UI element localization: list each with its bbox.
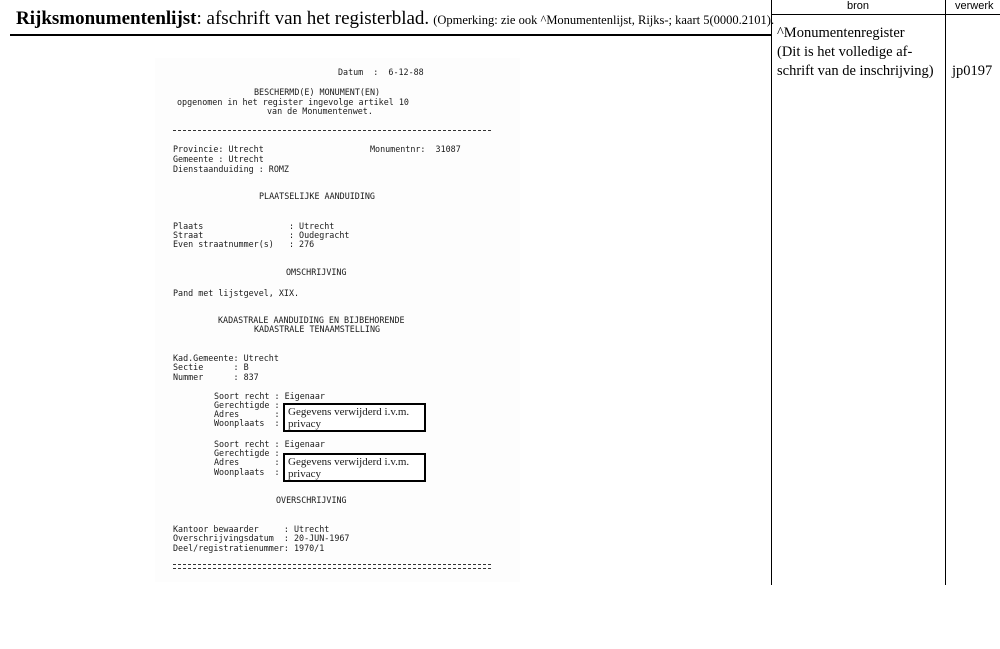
verwerk-cell: jp0197 <box>952 63 993 79</box>
bron-cell <box>777 24 945 81</box>
column-header-bron: bron <box>846 0 870 12</box>
title-note: (Opmerking: zie ook ^Monumentenlijst, Rijks-; kaart 5(0000.2101). <box>433 13 775 27</box>
straat-line: Straat : Oudegracht <box>173 230 350 240</box>
woonplaats-line: Woonplaats : <box>214 467 280 477</box>
header-divider <box>10 34 772 36</box>
kantoor-line: Kantoor bewaarder : Utrecht <box>173 524 330 534</box>
huisnummer-line: Even straatnummer(s) : 276 <box>173 239 315 249</box>
privacy-redaction-box <box>283 403 426 432</box>
scanned-register-sheet <box>155 58 520 582</box>
adres-line: Adres : <box>214 457 280 467</box>
datum-line: Datum : 6-12-88 <box>338 67 424 77</box>
soort-recht-line: Soort recht : Eigenaar <box>214 391 325 401</box>
title-rest: : afschrift van het registerblad. <box>196 8 430 29</box>
section-heading: OVERSCHRIJVING <box>276 495 347 505</box>
scan-heading: opgenomen in het register ingevolge artikel 10 <box>177 97 409 107</box>
page-title <box>16 8 775 31</box>
privacy-text: Gegevens verwijderd i.v.m. <box>288 456 410 468</box>
privacy-redaction-box <box>283 453 426 482</box>
privacy-text: privacy <box>288 418 321 430</box>
scan-heading: BESCHERMD(E) MONUMENT(EN) <box>254 87 381 97</box>
privacy-text: privacy <box>288 468 321 480</box>
bron-line: (Dit is het volledige af- <box>777 44 913 60</box>
scan-heading: van de Monumentenwet. <box>267 106 373 116</box>
section-heading: KADASTRALE TENAAMSTELLING <box>254 324 381 334</box>
kad-gemeente-line: Kad.Gemeente: Utrecht <box>173 353 279 363</box>
soort-recht-line: Soort recht : Eigenaar <box>214 439 325 449</box>
section-heading: KADASTRALE AANDUIDING EN BIJBEHORENDE <box>218 315 405 325</box>
gemeente-line: Gemeente : Utrecht <box>173 154 264 164</box>
adres-line: Adres : <box>214 409 280 419</box>
section-heading: OMSCHRIJVING <box>286 267 347 277</box>
nummer-line: Nummer : 837 <box>173 372 259 382</box>
column-header-divider <box>771 14 1000 15</box>
deel-line: Deel/registratienummer: 1970/1 <box>173 543 325 553</box>
dashed-divider <box>173 130 491 131</box>
dienstaanduiding-line: Dienstaanduiding : ROMZ <box>173 164 289 174</box>
plaats-line: Plaats : Utrecht <box>173 221 335 231</box>
column-divider-bron <box>771 0 772 585</box>
sectie-line: Sectie : B <box>173 362 249 372</box>
double-dashed-divider <box>173 564 491 569</box>
title-bold: Rijksmonumentenlijst <box>16 8 197 29</box>
overschrijvingsdatum-line: Overschrijvingsdatum : 20-JUN-1967 <box>173 533 350 543</box>
omschrijving-line: Pand met lijstgevel, XIX. <box>173 288 300 298</box>
privacy-text: Gegevens verwijderd i.v.m. <box>288 406 410 418</box>
column-header-verwerk: verwerk <box>955 0 994 12</box>
gerechtigde-line: Gerechtigde : <box>214 448 280 458</box>
gerechtigde-line: Gerechtigde : <box>214 400 280 410</box>
column-divider-verwerk <box>945 0 946 585</box>
section-heading: PLAATSELIJKE AANDUIDING <box>259 191 375 201</box>
bron-line: schrift van de inschrijving) <box>777 63 934 79</box>
woonplaats-line: Woonplaats : <box>214 418 280 428</box>
bron-line: ^Monumentenregister <box>777 25 905 41</box>
monumentnr-line: Monumentnr: 31087 <box>370 144 461 154</box>
provincie-line: Provincie: Utrecht <box>173 144 264 154</box>
